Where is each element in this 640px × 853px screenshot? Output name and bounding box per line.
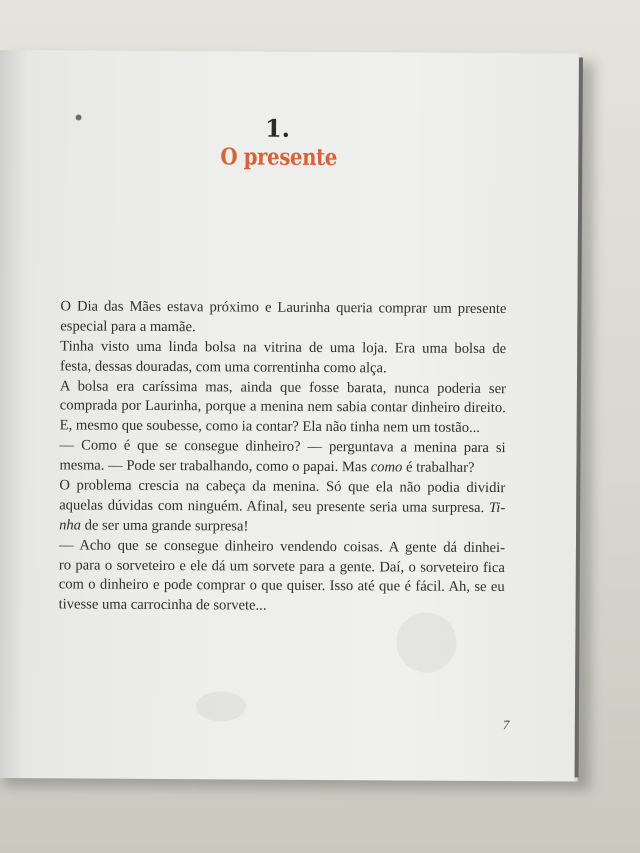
text-run: A bolsa era caríssima mas, ainda que fosse barata, nunca poderia ser [59, 377, 506, 397]
text-run: O problema crescia na cabeça da menina. Só que ela não podia dividir [59, 477, 506, 497]
text-line [60, 357, 506, 380]
text-line [59, 556, 505, 579]
text-line [60, 377, 506, 400]
chapter-number: 1. [264, 113, 291, 143]
text-line [59, 596, 505, 619]
text-run: com o dinheiro e pode comprar o que quiser. Isso até que é fácil. Ah, se eu [58, 576, 505, 596]
paper-stain [396, 612, 456, 672]
emphasized-text: nha [59, 517, 82, 534]
emphasized-text: como [370, 459, 403, 476]
text-line [59, 476, 505, 499]
chapter-title: O presente [220, 143, 338, 172]
text-run: ro para o sorveteiro e ele dá um sorvete para a gente. Daí, o sorveteiro fica [58, 556, 505, 576]
text-run: de ser uma grande surpresa! [80, 517, 249, 535]
text-line [59, 516, 505, 539]
text-run: — Acho que se consegue dinheiro vendendo coisas. A gente dá dinhei- [58, 537, 506, 556]
text-line [59, 456, 505, 479]
text-line [60, 317, 506, 340]
text-run: mesma. — Pode ser trabalhando, como o papai. Mas [59, 457, 371, 476]
book-page [0, 50, 582, 782]
text-run: O Dia das Mães estava próximo e Laurinha queria comprar um presente [60, 298, 507, 318]
text-run: aquelas dúvidas com ninguém. Afinal, seu presente seria uma surpresa. [59, 497, 490, 516]
text-line [60, 337, 506, 360]
emphasized-text: Ti- [488, 499, 506, 517]
text-run: especial para a mamãe. [60, 318, 196, 336]
text-line [60, 397, 506, 420]
text-line [59, 576, 505, 599]
page-number: 7 [502, 717, 510, 733]
ink-dot [76, 114, 82, 120]
text-run: Tinha visto uma linda bolsa na vitrina de uma loja. Era uma bolsa de [60, 338, 507, 357]
chapter-body-text [59, 297, 507, 618]
text-line [59, 496, 505, 519]
text-run: comprada por Laurinha, porque a menina nem sabia contar dinheiro direito. [59, 397, 506, 417]
text-line [60, 417, 506, 440]
text-run: é trabalhar? [402, 459, 475, 477]
text-line [59, 536, 505, 559]
text-line [60, 297, 506, 320]
paper-stain [196, 691, 246, 721]
text-run: tivesse uma carrocinha de sorvete... [58, 596, 267, 614]
text-line [60, 437, 506, 460]
text-run: festa, dessas douradas, com uma correntinha como alça. [60, 358, 387, 377]
text-run: E, mesmo que soubesse, como ia contar? Ela não tinha nem um tostão... [59, 417, 481, 437]
text-run: — Como é que se consegue dinheiro? — perguntava a menina para si [59, 437, 506, 457]
